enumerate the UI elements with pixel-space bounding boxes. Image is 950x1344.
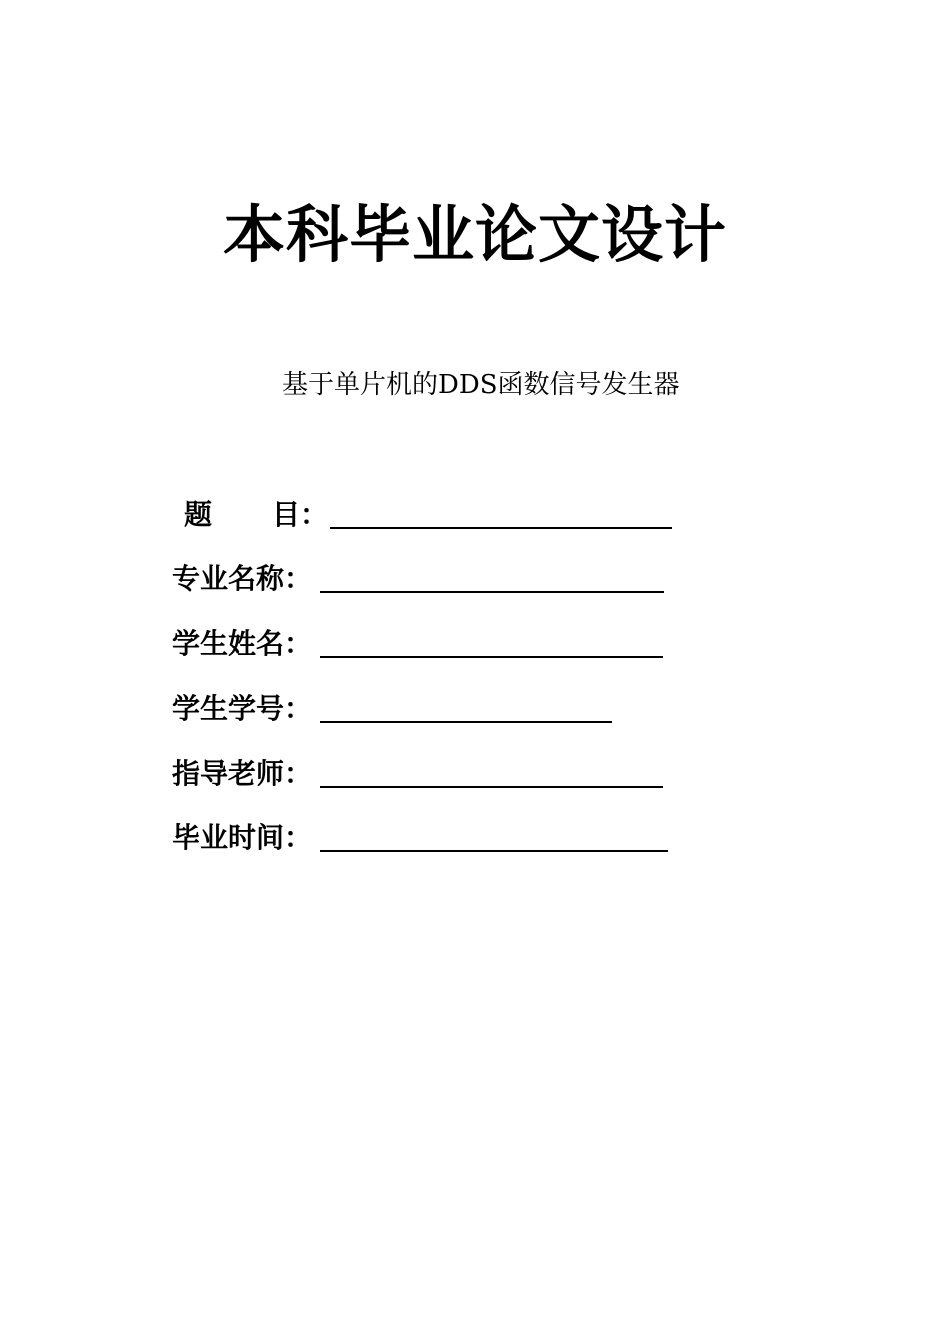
student-name-label: 学生姓名： [172, 627, 313, 660]
student-id-underline[interactable] [320, 721, 612, 723]
topic-underline[interactable] [330, 527, 672, 529]
topic-label-part1: 题 [184, 498, 213, 531]
major-label: 专业名称： [172, 562, 313, 595]
student-name-underline[interactable] [320, 656, 663, 658]
advisor-underline[interactable] [320, 786, 663, 788]
topic-label-part2: 目： [272, 498, 329, 531]
advisor-label: 指导老师： [172, 757, 313, 790]
graduation-time-label: 毕业时间： [172, 821, 313, 854]
student-id-label: 学生学号： [172, 692, 313, 725]
major-underline[interactable] [320, 591, 664, 593]
thesis-subtitle: 基于单片机的DDS函数信号发生器 [282, 370, 680, 400]
graduation-time-underline[interactable] [320, 850, 668, 852]
main-title: 本科毕业论文设计 [222, 198, 727, 271]
